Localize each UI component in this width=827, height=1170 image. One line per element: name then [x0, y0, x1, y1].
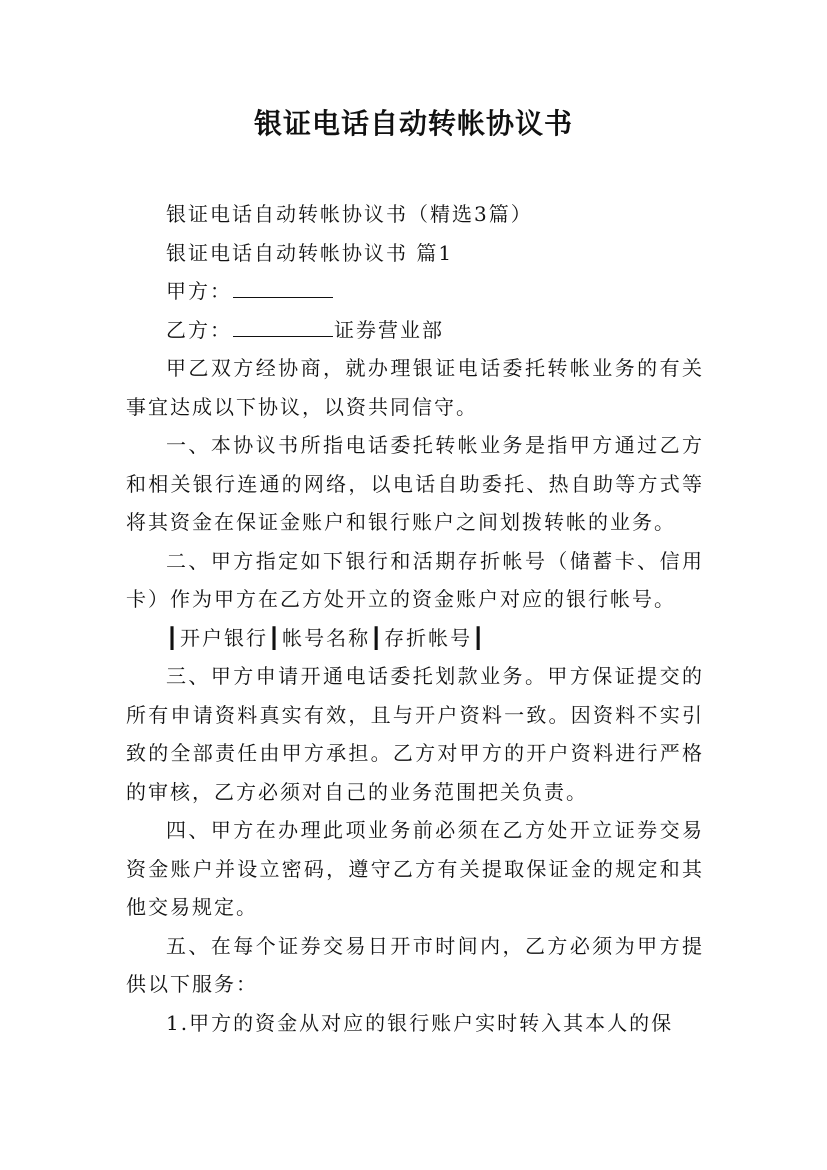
party-b-label: 乙方：: [166, 317, 232, 342]
document-body: [126, 195, 704, 1042]
document-title: 银证电话自动转帐协议书: [253, 107, 573, 140]
paragraph-clause-4: 四、甲方在办理此项业务前必须在乙方处开立证券交易资金账户并设立密码，遵守乙方有关提取保证金的规定和其他交易规定。: [126, 818, 704, 919]
party-a-line: [126, 272, 704, 311]
party-b-blank: [233, 314, 333, 337]
party-a-label: 甲方：: [166, 279, 232, 303]
paragraph-clause-5: 五、在每个证券交易日开市时间内，乙方必须为甲方提供以下服务：: [126, 933, 704, 996]
section-heading: 银证电话自动转帐协议书 篇1: [166, 240, 454, 265]
paragraph-item-1: 1.甲方的资金从对应的银行账户实时转入其本人的保: [166, 1010, 674, 1035]
party-b-suffix: 证券营业部: [334, 317, 444, 342]
party-a-blank: [233, 275, 333, 298]
document-subtitle: 银证电话自动转帐协议书（精选3篇）: [166, 202, 533, 226]
paragraph-intro: 甲乙双方经协商，就办理银证电话委托转帐业务的有关事宜达成以下协议，以资共同信守。: [126, 356, 704, 419]
paragraph-clause-1: 一、本协议书所指电话委托转帐业务是指甲方通过乙方和相关银行连通的网络，以电话自助委托、热自助等方式等将其资金在保证金账户和银行账户之间划拨转帐的业务。: [126, 433, 704, 534]
party-b-line: [126, 311, 704, 350]
paragraph-clause-3: 三、甲方申请开通电话委托划款业务。甲方保证提交的所有申请资料真实有效，且与开户资料一致。因资料不实引致的全部责任由甲方承担。乙方对甲方的开户资料进行严格的审核，乙方必须对自己的业务范围把关负责。: [126, 664, 704, 804]
bank-table-header: ┃开户银行┃帐号名称┃存折帐号┃: [166, 625, 487, 650]
paragraph-clause-2: 二、甲方指定如下银行和活期存折帐号（储蓄卡、信用卡）作为甲方在乙方处开立的资金账户对应的银行帐号。: [126, 548, 704, 611]
